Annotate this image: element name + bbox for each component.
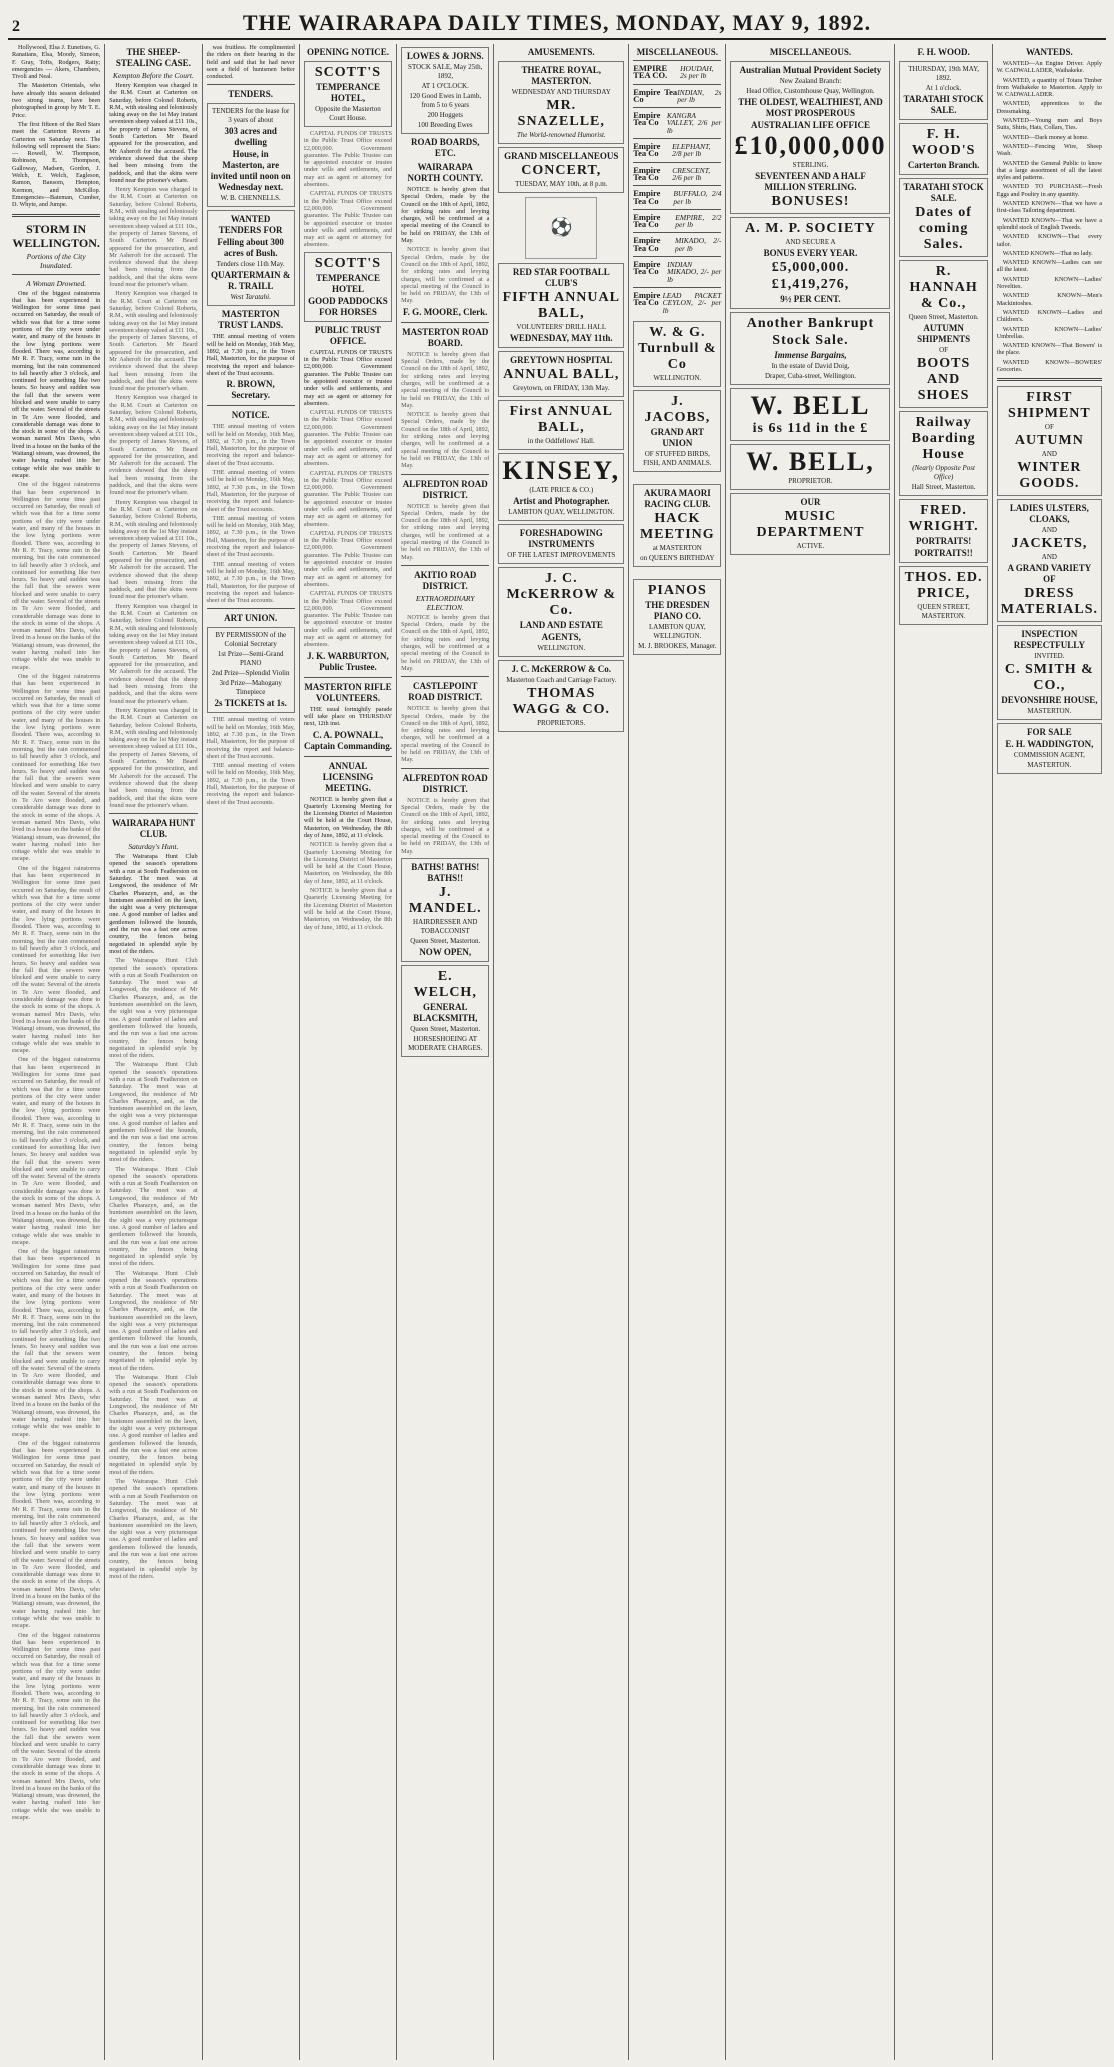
portraits-ad: FRED. WRIGHT. PORTRAITS! PORTRAITS!! [899, 499, 987, 563]
racing-club-ad: AKURA MAORI RACING CLUB. HACK MEETING at MASTERTON on QUEEN'S BIRTHDAY [633, 484, 721, 567]
boarding-house-ad: Railway Boarding House (Nearly Opposite Post Office) Hall Street, Masterton. [899, 411, 987, 496]
wanted-item: WANTED TO PURCHASE—Fresh Eggs and Poultry in any quantity. [996, 183, 1102, 198]
article-text: THE annual meeting of voters will be held on Monday, 16th May, 1892, at 7.30 p.m., in the Town Hall, Masterton, for the purpose of receiving the report and balance-sheet of the Trust accounts. [206, 560, 295, 605]
article-text: CAPITAL FUNDS OF TRUSTS in the Public Trust Office exceed £2,000,000. Government guarantee. The Public Trustee can be appointed executor or trustee under wills and settlements, and may act as agent or attorney for absentees. [303, 348, 393, 407]
article-text: The Wairarapa Hunt Club opened the season's operations with a run at South Featherston on Saturday. The meet was at Longwood, the residence of Mr Charles Pharazyn, and, as the huntsmen assembled on the lawn, the sight was a very picturesque one. A good number of ladies and gentlemen followed the hounds, and the run was a fast one across country, the fences being negotiated in splendid style by most of the riders. [109, 1165, 198, 1268]
wanted-item: WANTED—Young men and Boys Suits, Shirts, Hats, Collars, Ties. [996, 117, 1102, 132]
article-text: THE annual meeting of voters will be held on Monday, 16th May, 1892, at 7.30 p.m., in the Town Hall, Masterton, for the purpose of receiving the report and balance-sheet of the Trust accounts. [206, 423, 295, 467]
tea-listing: Empire Tea Co ELEPHANT, 2/8 per lb [633, 138, 721, 162]
article-text: Henry Kempton was charged in the R.M. Court at Carterton on Saturday, before Colonel Roberts, R.M., with stealing and feloniously taking away on the 1st May instant seventeen sheep valued at £11 10s., the property of James Stevens, of South Carterton. Mr Beard appeared for the prosecution, and Mr Asheroft for the accused. The evidence showed that the sheep had been missing from the paddock, and that the skins were found near the prisoner's whare. [109, 498, 198, 601]
divider [304, 677, 392, 678]
section-heading: AKITIO ROAD DISTRICT. [414, 569, 477, 591]
column-6 [494, 44, 629, 2060]
section-heading: MISCELLANEOUS. [769, 47, 852, 57]
divider [207, 608, 295, 609]
ball-ad: RED STAR FOOTBALL CLUB'S FIFTH ANNUAL BALL, VOLUNTEERS' DRILL HALL WEDNESDAY, MAY 11th. [498, 263, 624, 348]
section-heading: ROAD BOARDS, ETC. [410, 137, 480, 158]
wanted-item: WANTED KNOWN—Ladies' Umbrellas. [996, 325, 1102, 340]
piano-ad: PIANOS THE DRESDEN PIANO CO. LAMBTON QUAY, WELLINGTON. M. J. BROOKES, Manager. [633, 579, 721, 655]
price-ad: THOS. ED. PRICE, QUEEN STREET, MASTERTON. [899, 566, 987, 625]
article-text: CAPITAL FUNDS OF TRUSTS in the Public Trust Office exceed £2,000,000. Government guarantee. The Public Trustee can be appointed executor or trustee under wills and settlements, and may act as agent or attorney for absentees. [303, 190, 393, 249]
article-text: The first fifteen of the Red Stars meet the Carterton Rovers at Carterton on Saturday next. The following will represent the Stars:— Rowell, W. Thompson, Robinson, E. Thompson, Galloway, Madsen, Gordon, J. Welch, E. Welch, Eagleson, Ramon, Bansom, Hempton, Kermon, and McKillop. Emergencies—Bateman, Cumber, D. Whyte, and Jumpe. [12, 120, 101, 209]
wanted-item: WANTED the General Public to know that a large assortment of all the latest styles and patterns. [996, 159, 1102, 182]
divider [207, 84, 295, 85]
section-heading: ANNUAL LICENSING MEETING. [322, 760, 374, 793]
photographer-ad: KINSEY, (LATE PRICE & CO.) Artist and Photographer. LAMBTON QUAY, WELLINGTON. [498, 453, 624, 521]
article-text: THE usual fortnightly parade will take place on THURSDAY next, 12th inst. [303, 705, 393, 728]
wanted-item: WANTED—Fencing Wire, Sheep Wash. [996, 142, 1102, 158]
article-text: Henry Kempton was charged in the R.M. Court at Carterton on Saturday, before Colonel Roberts, R.M., with stealing and feloniously taking away on the 1st May instant seventeen sheep valued at £11 10s., the property of James Stevens, of South Carterton. Mr Beard appeared for the prosecution, and Mr Asheroft for the accused. The evidence showed that the sheep had been missing from the paddock, and that the skins were found near the prisoner's whare. [109, 290, 198, 393]
article-text: NOTICE is hereby given that Special Orders, made by the Council on the 18th of April, 1892, for striking rates and levying charges, will be confirmed at a special meeting of the Council to be held on FRIDAY, the 13th of May. [401, 246, 490, 305]
article-text: Henry Kempton was charged in the R.M. Court at Carterton on Saturday, before Colonel Roberts, R.M., with stealing and feloniously taking away on the 1st May instant seventeen sheep valued at £11 10s., the property of James Stevens, of South Carterton. Mr Beard appeared for the prosecution, and Mr Asheroft for the accused. The evidence showed that the sheep had been missing from the paddock, and that the skins were found near the prisoner's whare. [109, 706, 198, 809]
ball-ad: First ANNUAL BALL, in the Oddfellows' Hall. [498, 400, 624, 450]
article-text: One of the biggest rainstorms that has been experienced in Wellington for some time past occurred on Saturday, the result of which was that for a time some portions of the city were under water, and many of the houses in the low lying portions were flooded. There was, according to Mr R. F. Tracy, some rain in the morning, but the rain commenced to fall heavily after 3 o'clock, and continued for something like two hours. So heavy and sudden was the fall that the sewers were blocked and were unable to carry off the water. Several of the streets in Te Aro were flooded, and considerable damage was done to the stock in some of the shops. A woman named Mrs Davis, who lived in a house on the banks of the Waitangi stream, was drowned, the water having rushed into her cottage while she was unable to escape. [12, 864, 101, 1055]
article-text: The Wairarapa Hunt Club opened the season's operations with a run at South Featherston on Saturday. The meet was at Longwood, the residence of Mr Charles Pharazyn, and, as the huntsmen assembled on the lawn, the sight was a very picturesque one. A good number of ladies and gentlemen followed the hounds, and the run was a fast one across country, the fences being negotiated in splendid style by most of the riders. [109, 1373, 198, 1476]
wanted-item: WANTED KNOWN—BOWERS' Groceries. [996, 358, 1102, 373]
article-text: The Wairarapa Hunt Club opened the season's operations with a run at South Featherston on Saturday. The meet was at Longwood, the residence of Mr Charles Pharazyn, and, as the huntsmen assembled on the lawn, the sight was a very picturesque one. A good number of ladies and gentlemen followed the hounds, and the run was a fast one across country, the fences being negotiated in splendid style by most of the riders. [109, 853, 198, 955]
article-text: THE annual meeting of voters will be held on Monday, 16th May, 1892, at 7.30 p.m., in the Town Hall, Masterton, for the purpose of receiving the report and balance-sheet of the Trust accounts. [206, 762, 295, 806]
article-text: NOTICE is hereby given that Special Orders, made by the Council on the 18th of April, 1892, for striking rates and levying charges, will be confirmed at a special meeting of the Council to be held on FRIDAY, the 13th of May. [401, 411, 490, 470]
section-subheading: EXTRAORDINARY ELECTION. [415, 593, 475, 612]
stock-sale-ad: TARATAHI STOCK SALE. Dates of coming Sales. [899, 178, 987, 257]
column-8 [726, 44, 895, 2060]
article-text: One of the biggest rainstorms that has been experienced in Wellington for some time past occurred on Saturday, the result of which was that for a time some portions of the city were under water, and many of the houses in the low lying portions were flooded. There was, according to Mr R. F. Tracy, some rain in the morning, but the rain commenced to fall heavily after 3 o'clock, and continued for something like two hours. So heavy and sudden was the fall that the sewers were blocked and were unable to carry off the water. Several of the streets in Te Aro were flooded, and considerable damage was done to the stock in some of the shops. A woman named Mrs Davis, who lived in a house on the banks of the Waitangi stream, was drowned, the water having rushed into her cottage while she was unable to escape. [12, 481, 101, 671]
wanted-item: WANTED KNOWN—Ladies and Children's. [996, 308, 1102, 324]
tea-listing: Empire Tea Co INDIAN, 2s per lb [633, 84, 721, 108]
article-text: NOTICE is hereby given that a Quarterly Licensing Meeting for the Licensing District of Masterton will be held at the Court House, Masterton, on Wednesday, the 8th day of June, 1892, at 11 o'clock. [303, 887, 393, 931]
tea-listing: Empire Tea Co CRESCENT, 2/6 per lb [633, 162, 721, 186]
section-heading: CASTLEPOINT ROAD DISTRICT. [408, 681, 483, 703]
column-2 [105, 44, 202, 2060]
article-text: NOTICE is hereby given that Special Orders, made by the Council on the 18th of April, 1892, for striking rates and levying charges, will be confirmed at a special meeting of the Council to be held on FRIDAY, the 13th of May. [401, 350, 490, 409]
article-text: CAPITAL FUNDS OF TRUSTS in the Public Trust Office exceed £2,000,000. Government guarantee. The Public Trustee can be appointed executor or trustee under wills and settlements, and may act as agent or attorney for absentees. [303, 590, 393, 649]
article-text: CAPITAL FUNDS OF TRUSTS in the Public Trust Office exceed £2,000,000. Government guarantee. The Public Trustee can be appointed executor or trustee under wills and settlements, and may act as agent or attorney for absentees. [303, 130, 393, 189]
section-heading: PUBLIC TRUST OFFICE. [314, 324, 382, 346]
wanted-item: WANTED—An Engine Driver. Apply W. CADWALLADER, Waihakeke. [996, 60, 1102, 75]
article-text: One of the biggest rainstorms that has been experienced in Wellington for some time past occurred on Saturday, the result of which was that for a time some portions of the city were under water, and many of the houses in the low lying portions were flooded. There was, according to Mr R. F. Tracy, some rain in the morning, but the rain commenced to fall heavily after 3 o'clock, and continued for something like two hours. So heavy and sudden was the fall that the sewers were blocked and were unable to carry off the water. Several of the streets in Te Aro were flooded, and considerable damage was done to the stock in some of the shops. A woman named Mrs Davis, who lived in a house on the banks of the Waitangi stream, was drowned, the water having rushed into her cottage while she was unable to escape. [12, 1248, 101, 1438]
article-text: NOTICE is hereby given that Special Orders, made by the Council on the 18th of April, 1892, for striking rates and levying charges, will be confirmed at a special meeting of the Council to be held on FRIDAY, the 13th of May. [401, 186, 490, 245]
wanted-item: WANTED KNOWN—That no lady. [1002, 249, 1093, 257]
concert-ad: GRAND MISCELLANEOUS CONCERT, TUESDAY, MAY 10th, at 8 p.m. [498, 147, 624, 193]
wanted-item: WANTED KNOWN—That Bowers' is the place. [996, 342, 1102, 357]
for-sale-ad: FOR SALE E. H. WADDINGTON, COMMISSION AGENT, MASTERTON. [997, 723, 1102, 774]
divider [401, 565, 489, 566]
tea-listing: Empire Tea Co MIKADO, 2/- per lb [633, 232, 721, 256]
section-heading: F. H. WOOD. [917, 47, 970, 57]
article-text: CAPITAL FUNDS OF TRUSTS in the Public Trust Office exceed £2,000,000. Government guarantee. The Public Trustee can be appointed executor or trustee under wills and settlements, and may act as agent or attorney for absentees. [303, 469, 393, 528]
section-heading: OPENING NOTICE. [306, 47, 389, 57]
article-text: THE annual meeting of voters will be held on Monday, 16th May, 1892, at 7.30 p.m., in the Town Hall, Masterton, for the purpose of receiving the report and balance-sheet of the Trust accounts. [206, 716, 295, 760]
ball-ad: GREYTOWN HOSPITAL ANNUAL BALL, Greytown, on FRIDAY, 13th May. [498, 351, 624, 397]
article-text: CAPITAL FUNDS OF TRUSTS in the Public Trust Office exceed £2,000,000. Government guarantee. The Public Trustee can be appointed executor or trustee under wills and settlements, and may act as agent or attorney for absentees. [303, 529, 393, 588]
section-heading: MISCELLANEOUS. [636, 47, 718, 57]
article-text: CAPITAL FUNDS OF TRUSTS in the Public Trust Office exceed £2,000,000. Government guarantee. The Public Trustee can be appointed executor or trustee under wills and settlements, and may act as agent or attorney for absentees. [303, 409, 393, 468]
tea-listing: Empire Tea Co INDIAN MIKADO, 2/- per lb [633, 256, 721, 287]
article-text: One of the biggest rainstorms that has been experienced in Wellington for some time past occurred on Saturday, the result of which was that for a time some portions of the city were under water, and many of the houses in the low lying portions were flooded. There was, according to Mr R. F. Tracy, some rain in the morning, but the rain commenced to fall heavily after 3 o'clock, and continued for something like two hours. So heavy and sudden was the fall that the sewers were blocked and were unable to carry off the water. Several of the streets in Te Aro were flooded, and considerable damage was done to the stock in some of the shops. A woman named Mrs Davis, who lived in a house on the banks of the Waitangi stream, was drowned, the water having rushed into her cottage while she was unable to escape. [12, 672, 101, 863]
article-headline: STORM IN WELLINGTON. [12, 221, 100, 250]
art-union-ad: BY PERMISSION of the Colonial Secretary 1st Prize—Semi-Grand PIANO 2nd Prize—Splendid Violin 3rd Prize—Mahogany Timepiece 2s TICKETS at 1s. [207, 627, 295, 713]
hotel-ad: SCOTT'S TEMPERANCE HOTEL GOOD PADDOCKS FOR HORSES [304, 252, 392, 322]
column-7 [629, 44, 726, 2060]
bankrupt-sale-ad: Another Bankrupt Stock Sale. Immense Bargains, In the estate of David Doig, Draper, Cuba-street, Wellington. [730, 312, 890, 385]
section-heading: WAIRARAPA NORTH COUNTY. [407, 162, 483, 183]
article-text: THE annual meeting of voters will be held on Monday, 16th May, 1892, at 7.30 p.m., in the Town Hall, Masterton, for the purpose of receiving the report and balance-sheet of the Trust accounts. [206, 514, 295, 559]
divider [304, 756, 392, 757]
article-text: The Wairarapa Hunt Club opened the season's operations with a run at South Featherston on Saturday. The meet was at Longwood, the residence of Mr Charles Pharazyn, and, as the huntsmen assembled on the lawn, the sight was a very picturesque one. A good number of ladies and gentlemen followed the hounds, and the run was a fast one across country, the fences being negotiated in splendid style by most of the riders. [109, 1269, 198, 1372]
article-subheadline: Kempton Before the Court. [112, 71, 194, 80]
article-text: One of the biggest rainstorms that has been experienced in Wellington for some time past occurred on Saturday, the result of which was that for a time some portions of the city were under water, and many of the houses in the low lying portions were flooded. There was, according to Mr R. F. Tracy, some rain in the morning, but the rain commenced to fall heavily after 3 o'clock, and continued for something like two hours. So heavy and sudden was the fall that the sewers were blocked and were unable to carry off the water. Several of the streets in Te Aro were flooded, and considerable damage was done to the stock in some of the shops. A woman named Mrs Davis, who lived in a house on the banks of the Waitangi stream, was drowned, the water having rushed into her cottage while she was unable to escape. [12, 1631, 101, 1821]
divider [12, 274, 100, 275]
article-text: was fruitless. He complimented the riders on their bearing in the field and said that he had never seen a field of huntsmen better conducted. [206, 44, 295, 81]
newspaper-title: THE WAIRARAPA DAILY TIMES, MONDAY, MAY 9, 1892. [242, 10, 872, 35]
article-text: One of the biggest rainstorms that has been experienced in Wellington for some time past occurred on Saturday, the result of which was that for a time some portions of the city were under water, and many of the houses in the low lying portions were flooded. There was, according to Mr R. F. Tracy, some rain in the morning, but the rain commenced to fall heavily after 3 o'clock, and continued for something like two hours. So heavy and sudden was the fall that the sewers were blocked and were unable to carry off the water. Several of the streets in Te Aro were flooded, and considerable damage was done to the stock in some of the shops. A woman named Mrs Davis, who lived in a house on the banks of the Waitangi stream, was drowned, the water having rushed into her cottage while she was unable to escape. [12, 289, 101, 479]
divider [207, 405, 295, 406]
article-subheadline: Saturday's Hunt. [128, 842, 179, 852]
wanted-item: WANTED KNOWN—That we have a splendid stock of English Tweeds. [996, 216, 1102, 231]
art-union-ad: J. JACOBS, GRAND ART UNION OF STUFFED BIRDS, FISH, AND ANIMALS. [633, 390, 721, 472]
wanted-item: WANTED KNOWN—That every tailor. [996, 233, 1102, 248]
divider [401, 322, 489, 323]
section-heading: ART UNION. [224, 613, 278, 624]
columns [8, 44, 1106, 2060]
wanted-item: WANTED KNOWN—That we have a first-class Tailoring department. [996, 200, 1102, 215]
column-3 [203, 44, 300, 2060]
land-agents-ad: J. C. McKERROW & Co. LAND AND ESTATE AGENTS, WELLINGTON. [498, 567, 624, 657]
signature: C. A. POWNALL, Captain Commanding. [303, 729, 392, 751]
wanted-item: WANTED, a quantity of Totara Timber from Waihakeke to Masterton. Apply to W. CADWALLADER. [996, 76, 1102, 99]
column-4 [300, 44, 397, 2060]
section-heading: MASTERTON TRUST LANDS. [218, 309, 284, 331]
music-department-ad: OUR MUSIC DEPARTMENT ACTIVE. [730, 493, 890, 555]
tea-listing: Empire Tea Co EMPIRE, 2/2 per lb [633, 209, 721, 233]
article-subheadline: Portions of the City Inundated. [26, 251, 86, 270]
section-heading: MASTERTON ROAD BOARD. [402, 326, 489, 348]
amp-society-ad: Australian Mutual Provident Society New Zealand Branch: Head Office, Customhouse Quay, Wellington. THE OLDEST, WEALTHIEST, AND MOST PROSPEROUS AUSTRALIAN LIFE OFFICE £10,000,000 STERLING. SEVENTEEN AND A HALF MILLION STERLING. BONUSES! [730, 61, 890, 214]
divider [401, 676, 489, 677]
article-text: The Wairarapa Hunt Club opened the season's operations with a run at South Featherston on Saturday. The meet was at Longwood, the residence of Mr Charles Pharazyn, and, as the huntsmen assembled on the lawn, the sight was a very picturesque one. A good number of ladies and gentlemen followed the hounds, and the run was a fast one across country, the fences being negotiated in splendid style by most of the riders. [109, 957, 198, 1060]
column-1 [8, 44, 105, 2060]
page-number: 2 [12, 18, 20, 35]
article-text: Henry Kempton was charged in the R.M. Court at Carterton on Saturday, before Colonel Roberts, R.M., with stealing and feloniously taking away on the 1st May instant seventeen sheep valued at £11 10s., the property of James Stevens, of South Carterton. Mr Beard appeared for the prosecution, and Mr Asheroft for the accused. The evidence showed that the sheep had been missing from the paddock, and that the skins were found near the prisoner's whare. [109, 186, 198, 289]
wanted-item: WANTED—Dark money at home. [1002, 133, 1089, 141]
article-text: NOTICE is hereby given that Special Orders, made by the Council on the 18th of April, 1892, for striking rates and levying charges, will be confirmed at a special meeting of the Council to be held on FRIDAY, the 13th of May. [401, 796, 490, 855]
boots-shoes-ad: R. HANNAH & Co., Queen Street, Masterton. AUTUMN SHIPMENTS OF BOOTS AND SHOES [899, 260, 987, 408]
section-heading: ALFREDTON ROAD DISTRICT. [402, 478, 488, 500]
hotel-ad: SCOTT'S TEMPERANCE HOTEL, Opposite the Masterton Court House. [304, 61, 392, 127]
article-text: The Wairarapa Hunt Club opened the season's operations with a run at South Featherston on Saturday. The meet was at Longwood, the residence of Mr Charles Pharazyn, and, as the huntsmen assembled on the lawn, the sight was a very picturesque one. A good number of ladies and gentlemen followed the hounds, and the run was a fast one across country, the fences being negotiated in splendid style by most of the riders. [109, 1478, 198, 1580]
section-heading: ALFREDTON ROAD DISTRICT. [402, 772, 488, 794]
wanted-item: WANTED KNOWN—Ladies' Novelties. [996, 275, 1102, 291]
signature: F. G. MOORE, Clerk. [403, 306, 488, 317]
article-text: NOTICE is hereby given that a Quarterly Licensing Meeting for the Licensing District of Masterton will be held at the Court House, Masterton, on Wednesday, the 8th day of June, 1892, at 11 o'clock. [303, 841, 393, 885]
article-subheadline: A Woman Drowned. [26, 278, 87, 288]
instruments-ad: FORESHADOWING INSTRUMENTS OF THE LATEST IMPROVEMENTS [498, 524, 624, 564]
stock-sale-ad: LOWES & JORNS. STOCK SALE, May 25th, 1892, AT 1 O'CLOCK. 120 Good Ewes in Lamb, from 5 to 6 years 200 Hoggets 100 Breeding Ewes [401, 47, 489, 134]
article-text: The Masterton Orientals, who have already this season defeated two strong teams, have been photographed in group by Mr T. E. Price. [12, 82, 101, 119]
tea-listing: Empire Tea Co KANGRA VALLEY, 2/6 per lb [633, 107, 721, 138]
masthead [8, 6, 1106, 40]
bell-ad: W. BELL is 6s 11d in the £ [730, 388, 890, 441]
tender-ad: TENDERS for the lease for 3 years of about 303 acres and dwelling House, in Masterton, are invited until noon on Wednesday next. W. B. CHENNELLS. [207, 103, 295, 207]
article-text: NOTICE is hereby given that Special Orders, made by the Council on the 18th of April, 1892, for striking rates and levying charges, will be confirmed at a special meeting of the Council to be held on FRIDAY, the 13th of May. [401, 705, 490, 764]
article-text: THE annual meeting of voters will be held on Monday, 16th May, 1892, at 7.30 p.m., in the Town Hall, Masterton, for the purpose of receiving the report and balance-sheet of the Trust accounts. [206, 469, 295, 513]
article-text: One of the biggest rainstorms that has been experienced in Wellington for some time past occurred on Saturday, the result of which was that for a time some portions of the city were under water, and many of the houses in the low lying portions were flooded. There was, according to Mr R. F. Tracy, some rain in the morning, but the rain commenced to fall heavily after 3 o'clock, and continued for something like two hours. So heavy and sudden was the fall that the sewers were blocked and were unable to carry off the water. Several of the streets in Te Aro were flooded, and considerable damage was done to the stock in some of the shops. A woman named Mrs Davis, who lived in a house on the banks of the Waitangi stream, was drowned, the water having rushed into her cottage while she was unable to escape. [12, 1439, 101, 1630]
turnbull-ad: W. & G. Turnbull & Co WELLINGTON. [633, 321, 721, 387]
ladies-goods-ad: LADIES ULSTERS, CLOAKS, AND JACKETS, AND A GRAND VARIETY OF DRESS MATERIALS. [997, 499, 1102, 622]
theatre-ad: THEATRE ROYAL, MASTERTON. WEDNESDAY AND THURSDAY MR. SNAZELLE, The World-renowned Humorist. [498, 61, 624, 144]
smith-co-ad: INSPECTION RESPECTFULLY INVITED. C. SMITH & CO., DEVONSHIRE HOUSE, MASTERTON. [997, 625, 1102, 720]
article-text: One of the biggest rainstorms that has been experienced in Wellington for some time past occurred on Saturday, the result of which was that for a time some portions of the city were under water, and many of the houses in the low lying portions were flooded. There was, according to Mr R. F. Tracy, some rain in the morning, but the rain commenced to fall heavily after 3 o'clock, and continued for something like two hours. So heavy and sudden was the fall that the sewers were blocked and were unable to carry off the water. Several of the streets in Te Aro were flooded, and considerable damage was done to the stock in some of the shops. A woman named Mrs Davis, who lived in a house on the banks of the Waitangi stream, was drowned, the water having rushed into her cottage while she was unable to escape. [12, 1056, 101, 1246]
divider [401, 768, 489, 769]
blacksmith-ad: E. WELCH, GENERAL BLACKSMITH, Queen Street, Masterton. HORSESHOEING AT MODERATE CHARGES. [401, 965, 489, 1057]
article-text: NOTICE is hereby given that a Quarterly Licensing Meeting for the Licensing District of Masterton will be held at the Court House, Masterton, on Wednesday, the 8th day of June, 1892, at 11 o'clock. [303, 795, 393, 839]
article-text: Henry Kempton was charged in the R.M. Court at Carterton on Saturday, before Colonel Roberts, R.M., with stealing and feloniously taking away on the 1st May instant seventeen sheep valued at £11 10s., the property of James Stevens, of South Carterton. Mr Beard appeared for the prosecution, and Mr Asheroft for the accused. The evidence showed that the sheep had been missing from the paddock, and that the skins were found near the prisoner's whare. [109, 394, 198, 497]
section-heading: AMUSEMENTS. [527, 47, 595, 57]
football-figure-icon: ⚽ [525, 197, 597, 259]
article-text: Hollywood, Elsa J. Eunetises, G. Ranatians, Elsa, Moody, Simeon, F. Gray, Tofts, Rodgers, Ratty; emergencies — Akers, Chambers, Tivoli and Neal. [12, 44, 101, 81]
article-headline: WAIRARAPA HUNT CLUB. [111, 818, 195, 840]
tea-listing: Empire Tea Co BUFFALO, 2/4 per lb [633, 185, 721, 209]
tea-listing: Empire Tea Co LEAD PACKET CEYLON, 2/- per lb [633, 287, 721, 318]
divider [109, 813, 197, 814]
article-headline: THE SHEEP-STEALING CASE. [115, 47, 191, 68]
article-text: The Wairarapa Hunt Club opened the season's operations with a run at South Featherston on Saturday. The meet was at Longwood, the residence of Mr Charles Pharazyn, and, as the huntsmen assembled on the lawn, the sight was a very picturesque one. A good number of ladies and gentlemen followed the hounds, and the run was a fast one across country, the fences being negotiated in splendid style by most of the riders. [109, 1061, 198, 1164]
tender-ad: WANTED TENDERS FOR Felling about 300 acres of Bush. Tenders close 11th May. QUARTERMAIN & R. TRAILL West Taratahi. [207, 210, 295, 306]
column-10 [993, 44, 1106, 2060]
column-5 [397, 44, 494, 2060]
divider [997, 378, 1102, 381]
stock-sale-ad: THURSDAY, 19th MAY, 1892. At 1 o'clock. TARATAHI STOCK SALE. [899, 61, 987, 120]
section-heading: TENDERS. [228, 89, 274, 100]
wanted-item: WANTED, apprentices to the Dressmaking. [996, 100, 1102, 115]
article-text: NOTICE is hereby given that Special Orders, made by the Council on the 18th of April, 1892, for striking rates and levying charges, will be confirmed at a special meeting of the Council to be held on FRIDAY, the 13th of May. [401, 502, 490, 561]
divider [401, 474, 489, 475]
signature: J. K. WARBURTON, Public Trustee. [307, 650, 389, 672]
autumn-goods-ad: FIRST SHIPMENT OF AUTUMN AND WINTER GOODS. [997, 386, 1102, 496]
article-text: NOTICE is hereby given that Special Orders, made by the Council on the 18th of April, 1892, for striking rates and levying charges, will be confirmed at a special meeting of the Council to be held on FRIDAY, the 13th of May. [401, 613, 490, 672]
wanted-item: WANTED KNOWN—Men's Mackintoshes. [996, 292, 1102, 307]
bell-proprietor-ad: W. BELL, PROPRIETOR. [730, 444, 890, 490]
section-heading: NOTICE. [231, 410, 270, 421]
article-text: THE annual meeting of voters will be held on Monday, 16th May, 1892, at 7.30 p.m., in the Town Hall, Masterton, for the purpose of receiving the report and balance-sheet of the Trust accounts. [206, 333, 295, 377]
hairdresser-ad: BATHS! BATHS! BATHS!! J. MANDEL. HAIRDRESSER AND TOBACCONIST Queen Street, Masterton. NOW OPEN, [401, 858, 489, 962]
section-heading: WANTEDS. [1025, 47, 1073, 57]
tea-listing: EMPIRE TEA CO. HOUDAH, 2s per lb [633, 60, 721, 84]
article-text: Henry Kempton was charged in the R.M. Court at Carterton on Saturday, before Colonel Roberts, R.M., with stealing and feloniously taking away on the 1st May instant seventeen sheep valued at £11 10s., the property of James Stevens, of South Carterton. Mr Beard appeared for the prosecution, and Mr Asheroft for the accused. The evidence showed that the sheep had been missing from the paddock, and that the skins were found near the prisoner's whare. [109, 602, 198, 705]
signature: R. BROWN, Secretary. [226, 379, 275, 401]
wanted-item: WANTED KNOWN—Ladies can see all the latest. [996, 259, 1102, 274]
article-text: Henry Kempton was charged in the R.M. Court at Carterton on Saturday, before Colonel Roberts, R.M., with stealing and feloniously taking away on the 1st May instant seventeen sheep valued at £11 10s., the property of James Stevens, of South Carterton. Mr Beard appeared for the prosecution, and Mr Asheroft for the accused. The evidence showed that the sheep had been missing from the paddock, and that the skins were found near the prisoner's whare. [109, 82, 198, 184]
coach-factory-ad: J. C. McKERROW & Co. Masterton Coach and Carriage Factory. THOMAS WAGG & CO. PROPRIETORS. [498, 660, 624, 732]
divider [12, 214, 100, 217]
section-heading: MASTERTON RIFLE VOLUNTEERS. [304, 681, 392, 703]
wood-branch-ad: F. H. WOOD'S Carterton Branch. [899, 123, 987, 175]
column-9 [895, 44, 992, 2060]
amp-bonus-ad: A. M. P. SOCIETY AND SECURE A BONUS EVERY YEAR. £5,000,000. £1,419,276, 9½ PER CENT. [730, 217, 890, 309]
